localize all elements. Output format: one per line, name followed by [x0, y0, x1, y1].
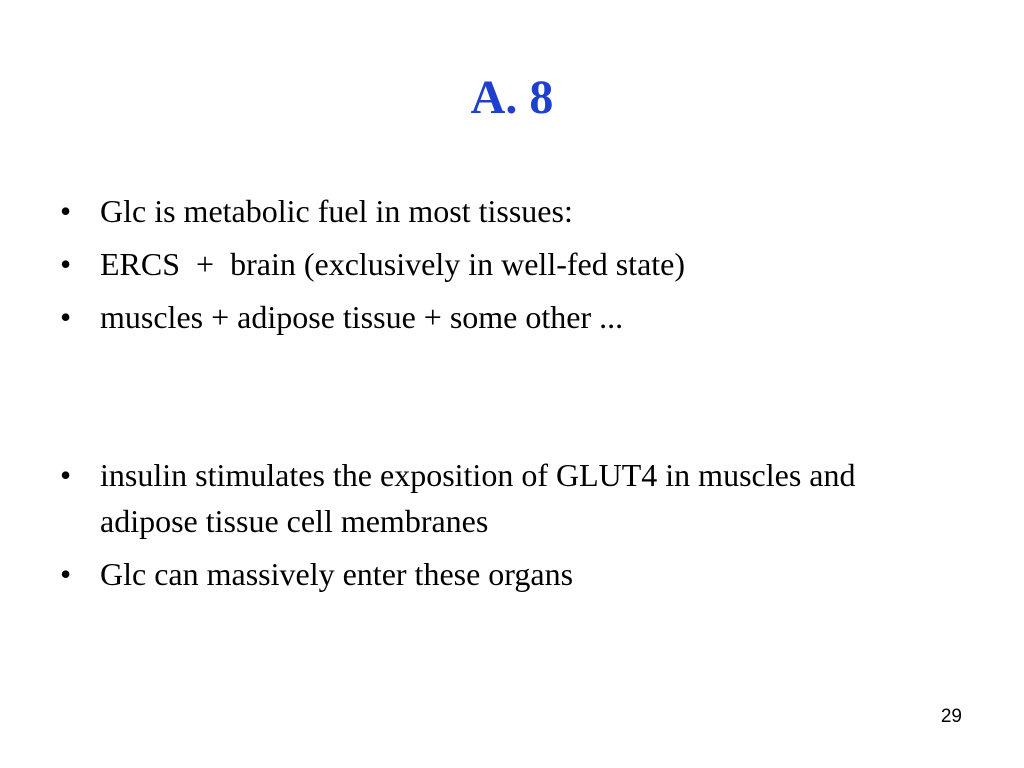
- bullet-list-top: [60, 188, 960, 347]
- bullet-icon: •: [60, 299, 72, 335]
- bullet-text: insulin stimulates the exposition of GLUT4 in muscles and adipose tissue cell membranes: [100, 457, 856, 539]
- bullet-icon: •: [60, 556, 72, 592]
- bullet-item: [60, 294, 960, 340]
- bullet-text: Glc can massively enter these organs: [100, 556, 574, 592]
- bullet-icon: •: [60, 193, 72, 229]
- bullet-item: [60, 241, 960, 287]
- bullet-icon: •: [60, 457, 72, 493]
- bullet-text: muscles + adipose tissue + some other ...: [100, 299, 624, 335]
- bullet-item: [60, 188, 960, 234]
- bullet-icon: •: [60, 246, 72, 282]
- bullet-item: [60, 551, 960, 597]
- page-number: 29: [940, 706, 962, 727]
- bullet-text: ERCS + brain (exclusively in well-fed state): [100, 246, 686, 282]
- bullet-text: Glc is metabolic fuel in most tissues:: [100, 193, 573, 229]
- slide-title: A. 8: [470, 71, 554, 124]
- bullet-item: [60, 452, 960, 544]
- bullet-list-bottom: [60, 452, 960, 604]
